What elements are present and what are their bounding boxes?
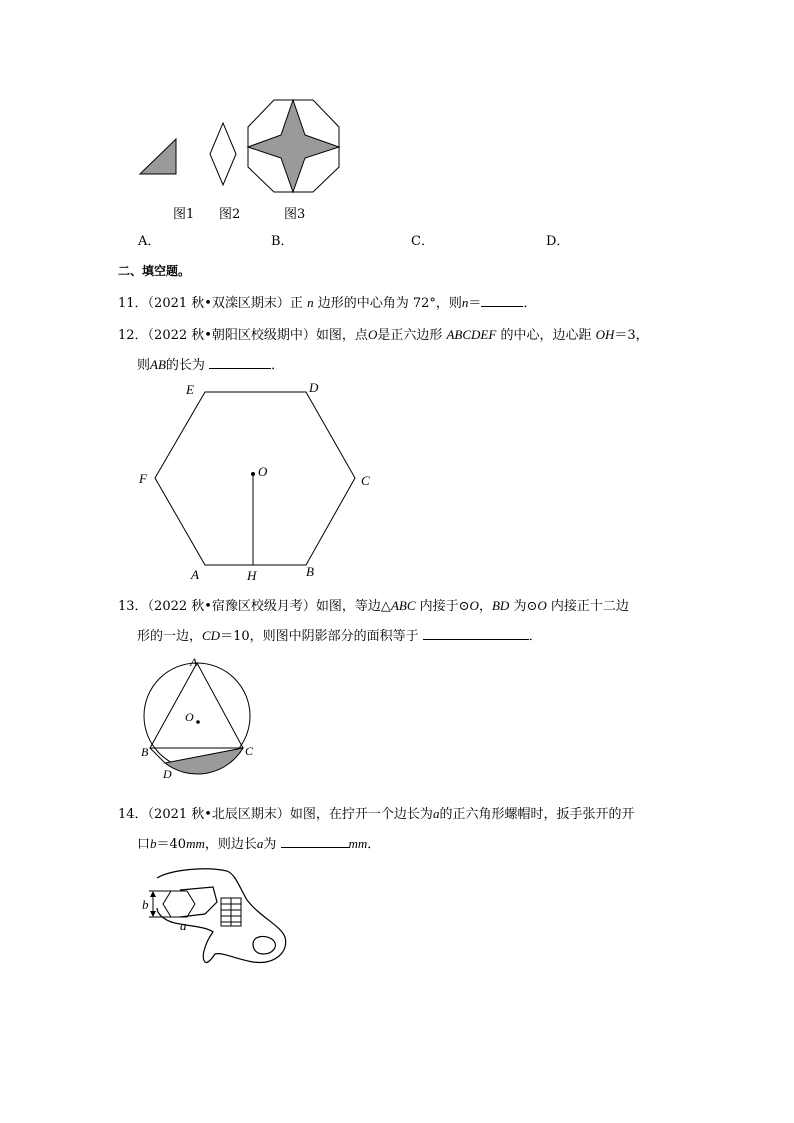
- segment-bd: [150, 748, 165, 763]
- q13-o1: O: [469, 598, 479, 613]
- top-figures: [130, 95, 350, 195]
- q12-o: O: [367, 327, 378, 342]
- q14-line2c: ，则边长: [204, 837, 257, 852]
- q11-end: ．: [523, 296, 537, 311]
- hex-nut: [163, 891, 195, 917]
- q14-number: 14．: [118, 807, 148, 822]
- q12-eq: ＝3，: [614, 328, 649, 343]
- label-e: E: [186, 382, 194, 397]
- q13-abc: ABC: [390, 598, 416, 613]
- label-a: a: [180, 918, 187, 933]
- circle-triangle-figure: [135, 652, 265, 782]
- q12-answer-blank[interactable]: [209, 356, 271, 369]
- label-c: C: [361, 473, 370, 488]
- q12-line1: [118, 324, 649, 343]
- q13-l1b: 内接于⊙: [419, 599, 470, 614]
- q14-line2-text: 口: [137, 837, 151, 852]
- fig3-caption: 图3: [284, 207, 306, 222]
- q14-line1: [118, 803, 634, 822]
- q13-line1: [118, 595, 629, 614]
- label-b: B: [306, 564, 314, 579]
- q11-text: （2021 秋•双滦区期末）正: [147, 296, 303, 311]
- label-o: O: [258, 464, 268, 479]
- fig1-caption: 图1: [173, 207, 195, 222]
- fig3-star: [248, 100, 339, 192]
- q11-text3: ＝: [468, 296, 482, 311]
- option-a[interactable]: A．: [138, 234, 161, 249]
- fig2-caption: 图2: [219, 207, 241, 222]
- q13-end: ．: [528, 629, 542, 644]
- label-c: C: [245, 744, 254, 758]
- center-o-dot: [196, 720, 200, 724]
- q14-mm2: mm: [348, 836, 368, 851]
- option-b[interactable]: B．: [271, 234, 294, 249]
- label-a: A: [190, 655, 198, 669]
- q13-line2: [137, 625, 542, 644]
- option-c[interactable]: C．: [411, 234, 434, 249]
- q12-number: 12．: [118, 328, 148, 343]
- center-o-dot: [251, 472, 255, 476]
- arrow-down: [150, 911, 156, 917]
- q13-o2: O: [537, 598, 547, 613]
- fig1-shape: [140, 139, 176, 174]
- q14-a2: a: [256, 836, 264, 851]
- q14-answer-blank[interactable]: [281, 835, 349, 848]
- q14-mm: mm: [186, 836, 205, 851]
- q14-b: b: [150, 836, 157, 851]
- q11-answer-blank[interactable]: [481, 294, 523, 307]
- q12-oh: OH: [595, 327, 615, 342]
- q11: [118, 292, 536, 311]
- hexagon-figure: [130, 375, 390, 590]
- q12-length: 的长为: [165, 358, 205, 373]
- label-d: D: [163, 767, 172, 781]
- label-h: H: [247, 568, 257, 583]
- q13-l1e: 内接正十二边: [550, 599, 629, 614]
- label-b: b: [142, 897, 149, 912]
- q14-a: a: [432, 806, 440, 821]
- label-o: O: [185, 710, 194, 724]
- q13-l1d: 为⊙: [513, 599, 538, 614]
- fig2-rhombus: [210, 123, 236, 185]
- q13-bd: BD: [491, 598, 510, 613]
- q11-text2: 边形的中心角为 72°，则: [317, 296, 462, 311]
- wrench-figure: [135, 862, 295, 972]
- q12-text: （2022 秋•朝阳区校级期中）如图，点: [147, 328, 368, 343]
- q14-text: （2021 秋•北辰区期末）如图，在拧开一个边长为: [147, 807, 433, 822]
- q14-line2d: 为: [263, 837, 277, 852]
- q14-line1b: 的正六角形螺帽时，扳手张开的开: [439, 807, 635, 822]
- option-d[interactable]: D．: [546, 234, 570, 249]
- section-title: 二、填空题。: [118, 264, 191, 278]
- q13-cd: CD: [202, 628, 221, 643]
- q14-end: ．: [367, 837, 381, 852]
- q12-mid: 是正六边形: [377, 328, 443, 343]
- q12-ab: AB: [150, 357, 166, 372]
- q12-line2: [137, 354, 284, 373]
- q14-line2: [137, 833, 380, 852]
- shaded-region: [165, 748, 243, 774]
- label-b: B: [141, 745, 149, 759]
- q11-var: n: [307, 295, 314, 310]
- q12-end: ．: [271, 358, 285, 373]
- q13-l1c: ，: [478, 599, 492, 614]
- q12-mid2: 的中心，边心距: [500, 328, 592, 343]
- label-d: D: [309, 380, 319, 395]
- q13-answer-blank[interactable]: [423, 627, 529, 640]
- q13-line2b: ＝10，则图中阴影部分的面积等于: [220, 629, 419, 644]
- q13-number: 13．: [118, 599, 148, 614]
- handle-hole: [253, 937, 275, 954]
- label-f: F: [139, 471, 147, 486]
- q12-then: 则: [137, 358, 151, 373]
- q11-number: 11．: [118, 296, 148, 311]
- q11-var2: n: [461, 295, 469, 310]
- triangle-abc: [150, 663, 243, 748]
- arrow-up: [150, 891, 156, 897]
- q14-line2b: ＝40: [156, 837, 187, 852]
- q12-hex: ABCDEF: [446, 327, 497, 342]
- label-a: A: [191, 567, 199, 582]
- q13-line2-text: 形的一边，: [137, 629, 203, 644]
- q13-text: （2022 秋•宿豫区校级月考）如图，等边△: [147, 599, 391, 614]
- hexagon: [155, 392, 355, 565]
